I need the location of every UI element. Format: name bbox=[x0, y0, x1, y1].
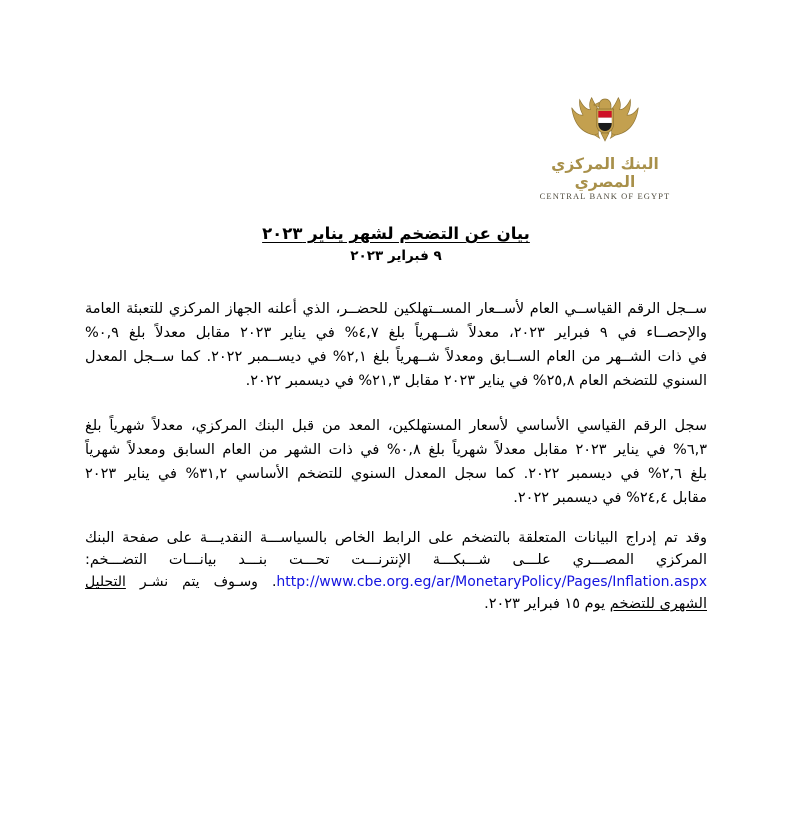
document-title: بيان عن التضخم لشهر يناير ٢٠٢٣ bbox=[262, 224, 530, 243]
logo-arabic-name: البنك المركزي المصري bbox=[551, 155, 659, 191]
paragraph1-line4: السنوي للتضخم العام ٢٥,٨% في يناير ٢٠٢٣ مقابل ٢١,٣% في ديسمبر ٢٠٢٢. bbox=[245, 373, 707, 389]
statement-content bbox=[85, 224, 707, 615]
paragraph3-line4-text: يوم ١٥ فبراير ٢٠٢٣. bbox=[484, 596, 610, 612]
cbe-logo bbox=[527, 97, 683, 202]
paragraph3-line3 bbox=[85, 571, 707, 593]
paragraph3-line3-underlined-word: التحليل bbox=[85, 574, 126, 590]
paragraph1-line3: في ذات الشــهر من العام الســابق ومعدلاً شــهرياً بلغ ٢,١% في ديســمبر ٢٠٢٢. كما ســجل المعدل bbox=[85, 349, 708, 365]
paragraph-headline-inflation bbox=[85, 297, 707, 393]
paragraph2-line2: ٦,٣% في يناير ٢٠٢٣ مقابل معدلاً شهرياً بلغ ٠,٨% في ذات الشهر من العام السابق ومعدلاً شهرياً bbox=[85, 442, 707, 458]
document-date: ٩ فبراير ٢٠٢٣ bbox=[350, 248, 442, 264]
eagle-of-saladin-icon bbox=[565, 97, 645, 153]
paragraph3-line1: وقد تم إدراج البيانات المتعلقة بالتضخم على الرابط الخاص بالسياســـة النقديـــة على صفحة البنك bbox=[85, 530, 707, 546]
logo-english-name: CENTRAL BANK OF EGYPT bbox=[539, 191, 671, 201]
paragraph3-line4-underlined-words: الشهرى للتضخم bbox=[609, 596, 707, 612]
paragraph2-line4: مقابل ٢٤,٤% في ديسمبر ٢٠٢٢. bbox=[513, 490, 707, 506]
inflation-page-link[interactable]: http://www.cbe.org.eg/ar/MonetaryPolicy/Pages/Inflation.aspx bbox=[276, 574, 707, 590]
paragraph1-line2: والإحصــاء في ٩ فبراير ٢٠٢٣، معدلاً شــهرياً بلغ ٤,٧% في يناير ٢٠٢٣ مقابل معدلاً بلغ ٠,٩% bbox=[85, 325, 707, 341]
paragraph1-line1: ســجل الرقم القياســي العام لأســعار المســتهلكين للحضــر، الذي أعلنه الجهاز المركزي للتعبئة العامة bbox=[85, 301, 707, 317]
paragraph3-line3-text: . وسـوف يتم نشـر bbox=[125, 574, 277, 590]
paragraph2-line3: بلغ ٢,٦% في ديسمبر ٢٠٢٢. كما سجل المعدل السنوي للتضخم الأساسي ٣١,٢% في يناير ٢٠٢٣ bbox=[85, 466, 707, 482]
paragraph-core-inflation bbox=[85, 414, 707, 510]
paragraph3-line4 bbox=[85, 593, 707, 615]
paragraph-data-link bbox=[85, 527, 707, 615]
paragraph2-line1: سجل الرقم القياسي الأساسي لأسعار المستهلكين، المعد من قبل البنك المركزي، معدلاً شهرياً بلغ bbox=[85, 418, 707, 434]
paragraph3-line2: المركزي المصـــري علـــى شـــبكـــة الإنترنـــت تحـــت بنـــد بيانـــات التضـــخم: bbox=[85, 552, 707, 568]
